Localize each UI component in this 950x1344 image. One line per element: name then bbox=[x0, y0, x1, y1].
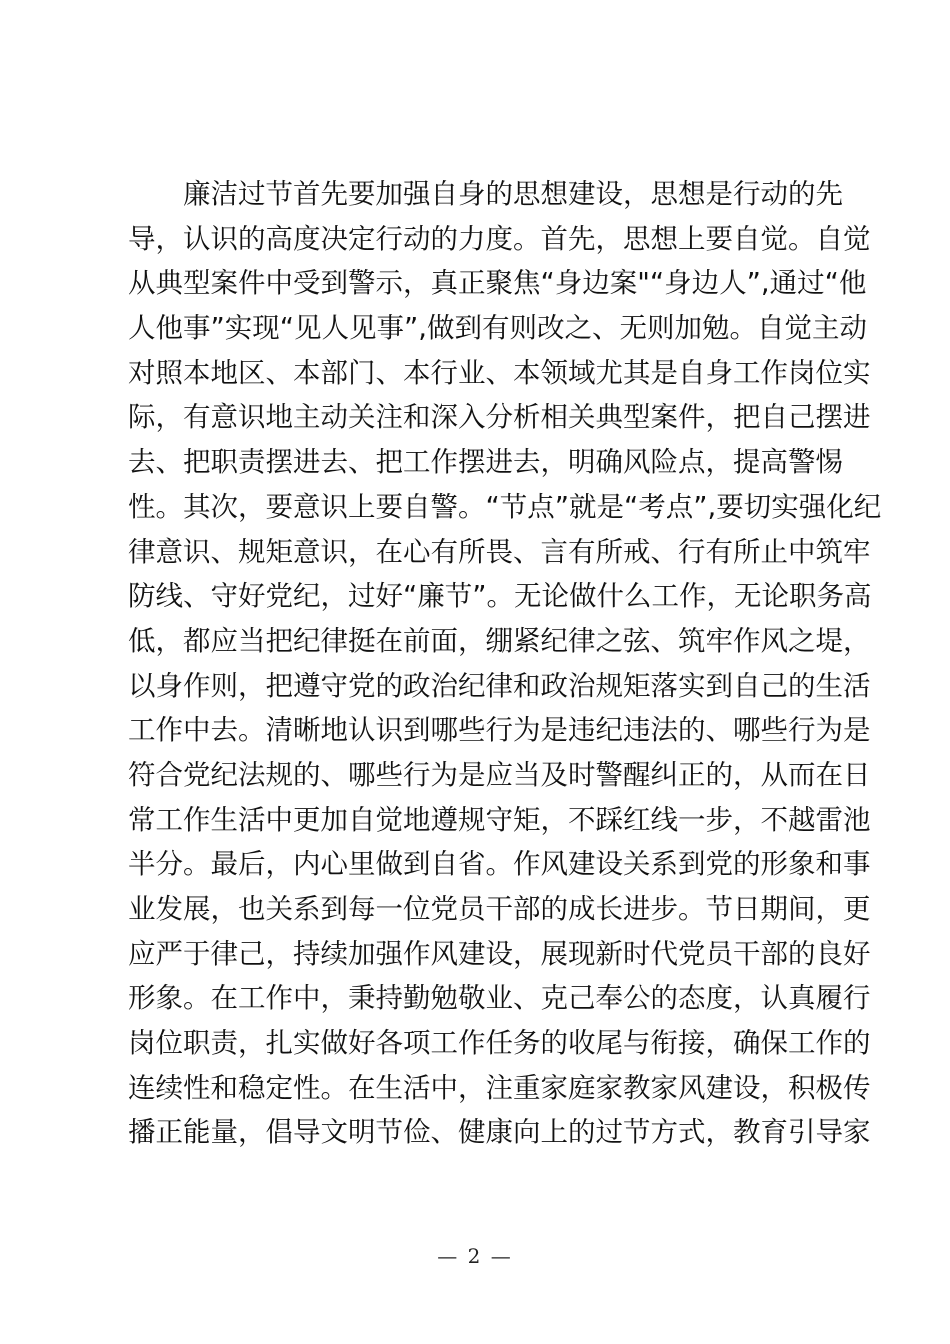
paragraph-line: 以身作则，把遵守党的政治纪律和政治规矩落实到自己的生活 bbox=[128, 669, 871, 702]
paragraph-line: 播正能量，倡导文明节俭、健康向上的过节方式，教育引导家 bbox=[128, 1116, 871, 1149]
body-paragraph bbox=[128, 172, 882, 1155]
paragraph-line: 应严于律己，持续加强作风建设，展现新时代党员干部的良好 bbox=[128, 937, 871, 970]
page-number: — 2 — bbox=[437, 1244, 513, 1268]
paragraph-line: 连续性和稳定性。在生活中，注重家庭家教家风建设，积极传 bbox=[128, 1071, 871, 1104]
paragraph-line: 半分。最后，内心里做到自省。作风建设关系到党的形象和事 bbox=[128, 848, 871, 881]
paragraph-line: 防线、守好党纪，过好“廉节”。无论做什么工作，无论职务高 bbox=[128, 580, 872, 613]
paragraph-line: 去、把职责摆进去、把工作摆进去，明确风险点，提高警惕 bbox=[128, 446, 843, 479]
paragraph-line: 低，都应当把纪律挺在前面，绷紧纪律之弦、筑牢作风之堤， bbox=[128, 624, 871, 657]
paragraph-line: 业发展，也关系到每一位党员干部的成长进步。节日期间，更 bbox=[128, 893, 871, 925]
paragraph-line: 际，有意识地主动关注和深入分析相关典型案件，把自己摆进 bbox=[128, 401, 871, 434]
paragraph-line: 工作中去。清晰地认识到哪些行为是违纪违法的、哪些行为是 bbox=[128, 714, 871, 747]
paragraph-line: 人他事”实现“见人见事”,做到有则改之、无则加勉。自觉主动 bbox=[128, 312, 867, 345]
paragraph-line: 岗位职责，扎实做好各项工作任务的收尾与衔接，确保工作的 bbox=[128, 1027, 871, 1060]
paragraph-line: 导，认识的高度决定行动的力度。首先，思想上要自觉。自觉 bbox=[128, 222, 871, 255]
paragraph-line: 廉洁过节首先要加强自身的思想建设，思想是行动的先 bbox=[183, 178, 843, 210]
paragraph-line: 符合党纪法规的、哪些行为是应当及时警醒纠正的，从而在日 bbox=[128, 758, 871, 791]
paragraph-line: 从典型案件中受到警示，真正聚焦“身边案"“身边人”,通过“他 bbox=[128, 267, 867, 300]
paragraph-line: 常工作生活中更加自觉地遵规守矩，不踩红线一步，不越雷池 bbox=[128, 803, 871, 836]
paragraph-line: 性。其次，要意识上要自警。“节点”就是“考点”,要切实强化纪 bbox=[128, 490, 882, 523]
paragraph-line: 律意识、规矩意识，在心有所畏、言有所戒、行有所止中筑牢 bbox=[128, 535, 871, 568]
paragraph-line: 对照本地区、本部门、本行业、本领域尤其是自身工作岗位实 bbox=[128, 356, 871, 389]
paragraph-line: 形象。在工作中，秉持勤勉敬业、克己奉公的态度，认真履行 bbox=[128, 982, 871, 1015]
